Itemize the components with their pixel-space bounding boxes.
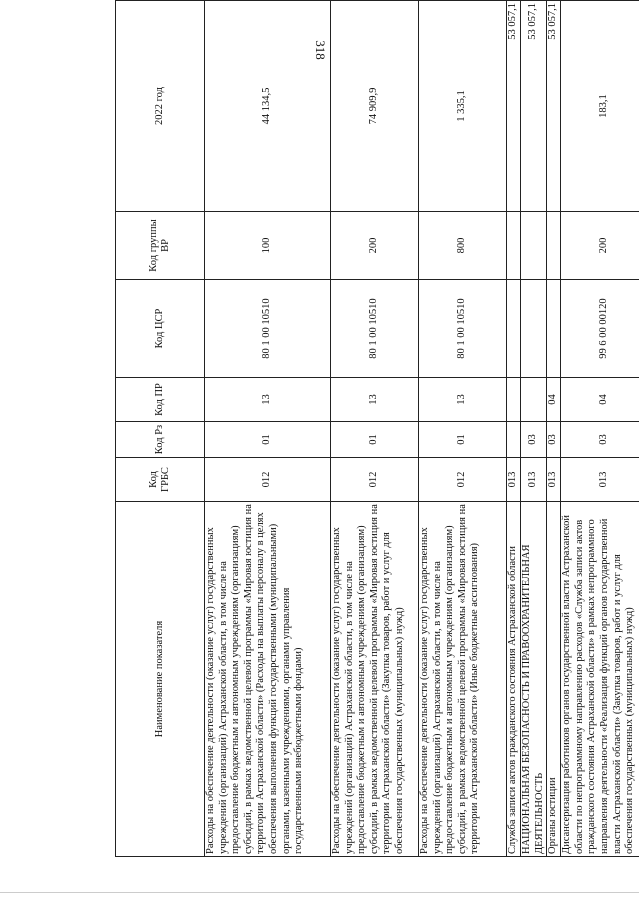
row-rz: 01 (419, 422, 507, 458)
row-rz: 03 (547, 422, 561, 458)
budget-table-container (115, 1, 636, 857)
row-rz: 01 (331, 422, 419, 458)
row-csr (521, 280, 547, 378)
row-csr: 99 6 00 00120 (561, 280, 639, 378)
row-pr (507, 378, 521, 422)
row-vr: 200 (331, 212, 419, 280)
row-amount: 53 057,1 (521, 1, 547, 212)
col-header-name: Наименование показателя (116, 502, 205, 857)
table-row (507, 1, 521, 857)
budget-table (115, 0, 639, 857)
row-name: Расходы на обеспечение деятельности (оказание услуг) государственных учреждений (организаций) Астраханской области, в том числе на предоставление бюджетным и автономным учреждениям (организациям) субсидий, в рамках ведомственной целевой программы «Мировая юстиция на территории Астраханской области» (Закупка товаров, работ и услуг для обеспечения государственных (муниципальных) нужд) (331, 502, 419, 857)
row-grbs: 013 (561, 458, 639, 502)
row-amount: 53 057,1 (547, 1, 561, 212)
row-name: Служба записи актов гражданского состояния Астраханской области (507, 502, 521, 857)
row-name: Расходы на обеспечение деятельности (оказание услуг) государственных учреждений (организаций) Астраханской области, в том числе на предоставление бюджетным и автономным учреждениям (организациям) субсидий, в рамках ведомственной целевой программы «Мировая юстиция на территории Астраханской области» (Расходы на выплаты персоналу в целях обеспечения выполнения функций государственными (муниципальными) органами, казенными учреждениями, органами управления государственными внебюджетными фондами) (205, 502, 331, 857)
row-amount: 74 909,9 (331, 1, 419, 212)
row-csr (547, 280, 561, 378)
row-name: Дисансеризация работников органов государственной власти Астраханской области по непрограммному направлению расходов «Служба записи актов гражданского состояния Астраханской области» в рамках непрограммного направления деятельности «Реализация функций органов государственной власти Астраханской области» (Закупка товаров, работ и услуг для обеспечения государственных (муниципальных) нужд) (561, 502, 639, 857)
row-rz: 03 (521, 422, 547, 458)
col-header-pr: Код ПР (116, 378, 205, 422)
col-header-grbs: Код ГРБС (116, 458, 205, 502)
row-vr (507, 212, 521, 280)
row-name: НАЦИОНАЛЬНАЯ БЕЗОПАСНОСТЬ И ПРАВООХРАНИТЕЛЬНАЯ ДЕЯТЕЛЬНОСТЬ (521, 502, 547, 857)
table-row (547, 1, 561, 857)
row-csr (507, 280, 521, 378)
table-row (561, 1, 639, 857)
row-csr: 80 1 00 10510 (419, 280, 507, 378)
row-name: Органы юстиции (547, 502, 561, 857)
col-header-csr: Код ЦСР (116, 280, 205, 378)
table-header-row (116, 1, 205, 857)
row-pr: 13 (205, 378, 331, 422)
row-vr: 200 (561, 212, 639, 280)
row-name: Расходы на обеспечение деятельности (оказание услуг) государственных учреждений (организаций) Астраханской области, в том числе на предоставление бюджетным и автономным учреждениям (организациям) субсидий, в рамках ведомственной целевой программы «Мировая юстиция на территории Астраханской области» (Иные бюджетные ассигнования) (419, 502, 507, 857)
scan-edge-line (0, 892, 639, 893)
row-vr: 100 (205, 212, 331, 280)
row-amount: 1 335,1 (419, 1, 507, 212)
row-grbs: 012 (419, 458, 507, 502)
row-vr (547, 212, 561, 280)
table-row (521, 1, 547, 857)
col-header-vr: Код группы ВР (116, 212, 205, 280)
row-amount: 53 057,1 (507, 1, 521, 212)
row-vr: 800 (419, 212, 507, 280)
table-row (205, 1, 331, 857)
page-number: 318 (313, 40, 328, 60)
row-rz: 01 (205, 422, 331, 458)
row-csr: 80 1 00 10510 (205, 280, 331, 378)
row-amount: 183,1 (561, 1, 639, 212)
table-row (331, 1, 419, 857)
row-grbs: 013 (507, 458, 521, 502)
row-grbs: 013 (521, 458, 547, 502)
row-pr: 13 (331, 378, 419, 422)
table-row (419, 1, 507, 857)
row-csr: 80 1 00 10510 (331, 280, 419, 378)
row-pr (521, 378, 547, 422)
row-rz (507, 422, 521, 458)
row-vr (521, 212, 547, 280)
col-header-year: 2022 год (116, 1, 205, 212)
row-grbs: 013 (547, 458, 561, 502)
row-pr: 04 (547, 378, 561, 422)
row-rz: 03 (561, 422, 639, 458)
row-pr: 04 (561, 378, 639, 422)
row-amount: 44 134,5 (205, 1, 331, 212)
row-grbs: 012 (331, 458, 419, 502)
row-grbs: 012 (205, 458, 331, 502)
col-header-rz: Код Рз (116, 422, 205, 458)
row-pr: 13 (419, 378, 507, 422)
